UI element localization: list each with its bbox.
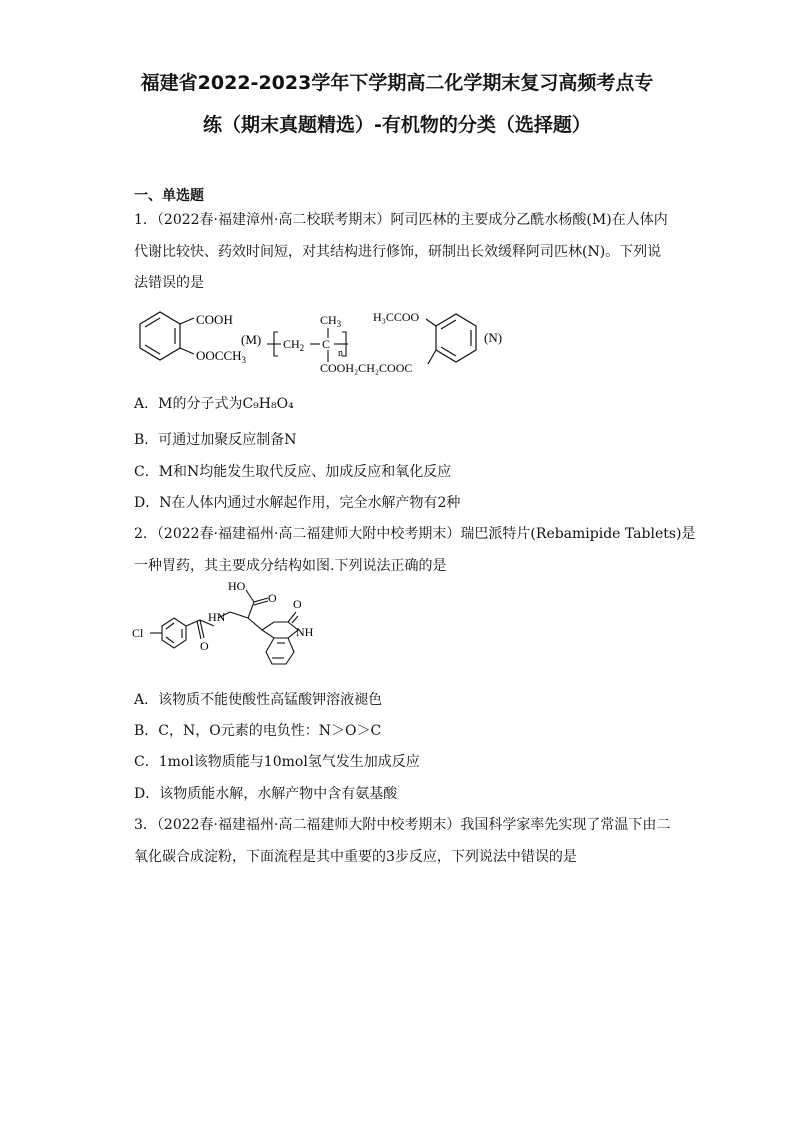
molecule-n-polymer <box>267 328 348 362</box>
q2-structure-figure <box>128 578 358 683</box>
q2-option-c[interactable]: C．1mol该物质能与10mol氢气发生加成反应 <box>134 754 420 770</box>
q1-option-a-formula: C₉H₈O₄ <box>242 396 294 412</box>
m-oocch3-label: OOCCH <box>196 348 242 363</box>
rebamipide-nh-label: NH <box>296 625 314 639</box>
n-side-chain: COOH₂CH₂COOC <box>320 361 413 375</box>
m-label: (M) <box>241 332 262 347</box>
q1-structures-figure <box>120 302 640 384</box>
q1-option-c[interactable]: C．M和N均能发生取代反应、加成反应和氧化反应 <box>134 464 452 480</box>
molecule-m <box>140 312 194 360</box>
m-cooh-label: COOH <box>196 312 233 327</box>
molecule-n-ring <box>426 314 476 364</box>
section-heading: 一、单选题 <box>134 188 204 204</box>
m-oocch3-subscript: 3 <box>241 355 247 365</box>
rebamipide-amide-o-label: O <box>200 639 209 653</box>
q3-stem-line-2: 氧化碳合成淀粉，下面流程是其中重要的3步反应，下列说法中错误的是 <box>134 849 577 865</box>
q1-option-b[interactable]: B．可通过加聚反应制备N <box>134 432 297 448</box>
q2-option-b[interactable]: B．C，N，O元素的电负性：N＞O＞C <box>134 723 382 739</box>
rebamipide-hn-label: HN <box>208 610 226 624</box>
rebamipide-cl-label: Cl <box>132 626 144 640</box>
q1-option-a[interactable]: A．M的分子式为C₉H₈O₄ <box>134 396 294 412</box>
q3-stem-line-1: 3．（2022春·福建福州·高二福建师大附中校考期末）我国科学家率先实现了常温下由二 <box>134 817 671 833</box>
n-ch2-subscript: 2 <box>299 343 305 353</box>
n-repeat-n: n <box>338 348 343 359</box>
q1-stem-line-1: 1．（2022春·福建漳州·高二校联考期末）阿司匹林的主要成分乙酰水杨酸(M)在人体内 <box>134 212 668 228</box>
svg-text:OOCCH3 <box>196 348 247 365</box>
q1-stem-line-3: 法错误的是 <box>134 275 204 291</box>
q2-stem-line-1: 2．（2022春·福建福州·高二福建师大附中校考期末）瑞巴派特片(Rebamipide Tablets)是 <box>134 526 696 542</box>
rebamipide-ho-label: HO <box>228 579 246 593</box>
svg-text:CH2 <box>283 337 304 353</box>
q2-option-d[interactable]: D．该物质能水解，水解产物中含有氨基酸 <box>134 786 398 802</box>
svg-text:CH3 <box>320 313 342 329</box>
n-label: (N) <box>484 330 503 345</box>
n-ch2-label: CH <box>283 337 300 351</box>
rebamipide-carboxyl-o-label: O <box>268 591 277 605</box>
document-title-line-1: 福建省2022-2023学年下学期高二化学期末复习高频考点专 <box>140 72 654 94</box>
n-ch3-label: CH <box>320 313 337 327</box>
document-title-line-2: 练（期末真题精选）-有机物的分类（选择题） <box>203 114 591 136</box>
n-h3ccoo-label: H₃CCOO <box>373 310 420 324</box>
q2-option-a[interactable]: A．该物质不能使酸性高锰酸钾溶液褪色 <box>134 692 383 708</box>
q2-stem-line-2: 一种胃药，其主要成分结构如图.下列说法正确的是 <box>134 558 447 574</box>
n-ch3-subscript: 3 <box>336 319 342 329</box>
q1-option-d[interactable]: D．N在人体内通过水解起作用，完全水解产物有2种 <box>134 495 461 511</box>
n-c-label: C <box>322 337 331 351</box>
rebamipide-ring-o-label: O <box>293 597 302 611</box>
q1-stem-line-2: 代谢比较快、药效时间短，对其结构进行修饰，研制出长效缓释阿司匹林(N)。下列说 <box>134 244 662 260</box>
